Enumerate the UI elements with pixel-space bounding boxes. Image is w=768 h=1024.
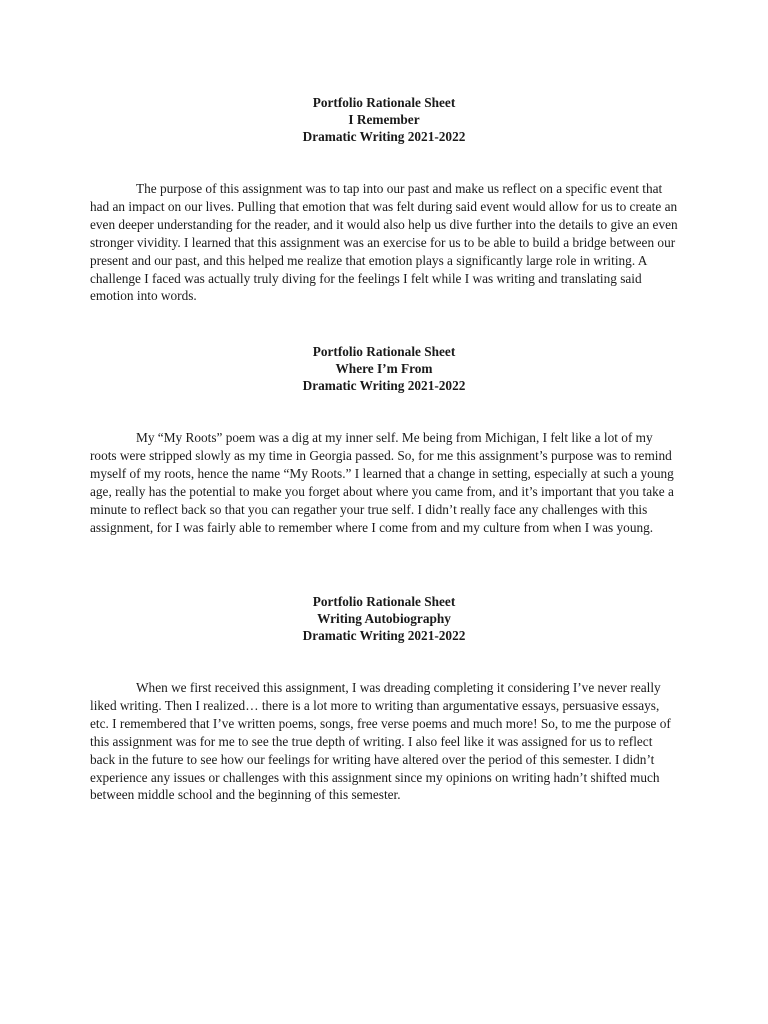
section-heading (90, 94, 678, 145)
heading-assignment-title: I Remember (348, 112, 420, 127)
rationale-section-where-im-from (90, 343, 678, 536)
heading-course-year: Dramatic Writing 2021-2022 (302, 378, 466, 393)
rationale-paragraph: The purpose of this assignment was to tap into our past and make us reflect on a specific event that had an impact on our lives. Pulling that emotion that was felt during said event would allow for us to create an even deeper understanding for the reader, and it would also help us dive further into the details to give an even stronger vividity. I learned that this assignment was an exercise for us to be able to build a bridge between our present and our past, and this helped me realize that emotion plays a significantly large role in writing. A challenge I faced was actually truly diving for the feelings I felt while I was writing and translating said emotion into words. (90, 181, 678, 304)
heading-sheet-title: Portfolio Rationale Sheet (312, 95, 456, 110)
heading-assignment-title: Where I’m From (335, 361, 433, 376)
rationale-paragraph: My “My Roots” poem was a dig at my inner self. Me being from Michigan, I felt like a lot of my roots were stripped slowly as my time in Georgia passed. So, for me this assignment’s purpose was to remind myself of my roots, hence the name “My Roots.” I learned that a change in setting, especially at such a young age, really has the potential to make you forget about where you came from, and it’s important that you take a minute to reflect back so that you can regather your true self. I didn’t really face any challenges with this assignment, for I was fairly able to remember where I come from and my culture from when I was young. (90, 430, 674, 535)
rationale-section-i-remember (90, 94, 678, 305)
heading-course-year: Dramatic Writing 2021-2022 (302, 129, 466, 144)
heading-sheet-title: Portfolio Rationale Sheet (312, 344, 456, 359)
section-heading (90, 343, 678, 394)
rationale-paragraph: When we first received this assignment, I was dreading completing it considering I’ve never really liked writing. Then I realized… there is a lot more to writing than argumentative essays, persuasive essays, etc. I remembered that I’ve written poems, songs, free verse poems and much more! So, to me the purpose of this assignment was for me to see the true depth of writing. I also feel like it was assigned for us to reflect back in the future to see how our feelings for writing have altered over the period of this semester. I didn’t experience any issues or challenges with this assignment since my opinions on writing hadn’t shifted much between middle school and the beginning of this semester. (90, 680, 671, 803)
heading-assignment-title: Writing Autobiography (317, 611, 451, 626)
rationale-section-writing-autobiography (90, 593, 678, 804)
heading-sheet-title: Portfolio Rationale Sheet (312, 594, 456, 609)
heading-course-year: Dramatic Writing 2021-2022 (302, 628, 466, 643)
section-heading (90, 593, 678, 644)
